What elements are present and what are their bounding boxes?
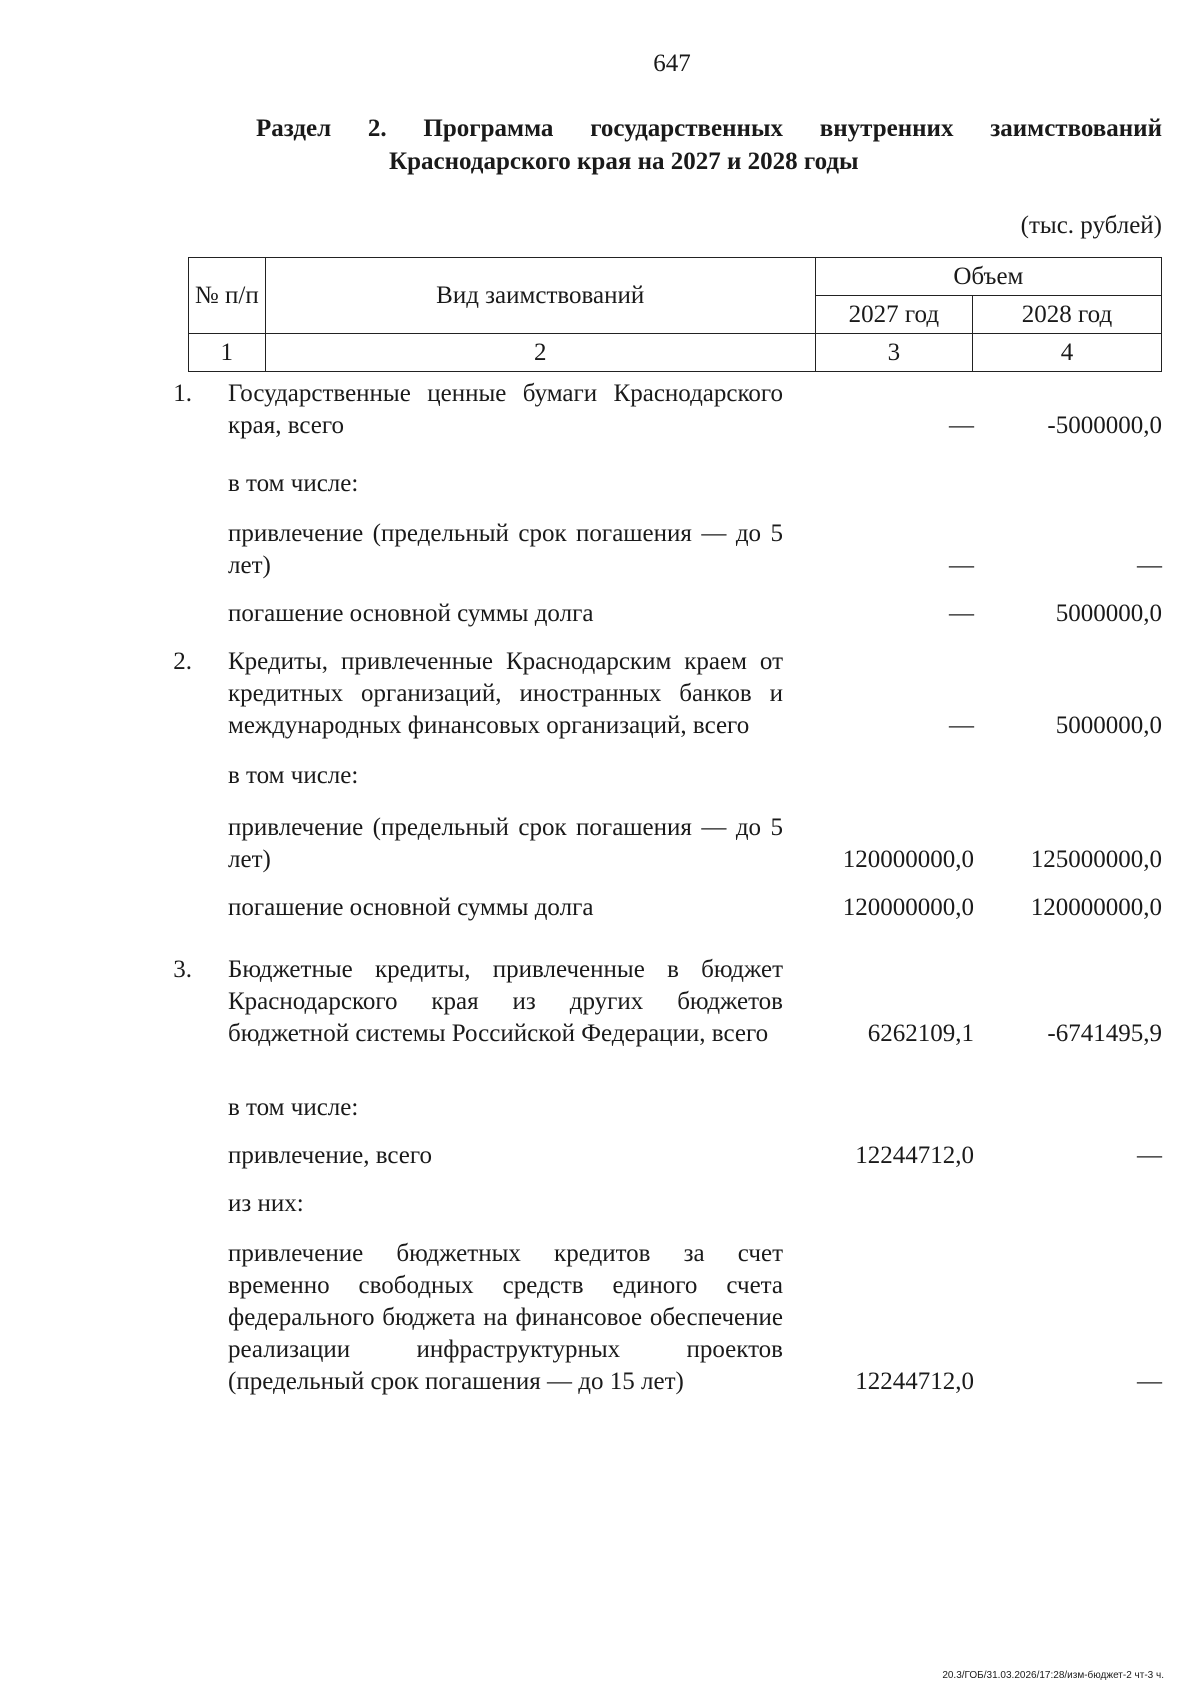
header-year-2028: 2028 год	[972, 296, 1161, 334]
value-2028: -5000000,0	[1047, 412, 1162, 439]
table-row	[0, 378, 1200, 442]
row-description: погашение основной суммы долга	[228, 894, 594, 921]
col-number-3: 3	[815, 334, 972, 372]
value-2028: 120000000,0	[1030, 894, 1162, 921]
row-number	[0, 1140, 228, 1172]
table-header	[188, 257, 1162, 372]
table-row	[0, 468, 1200, 500]
row-number	[0, 1092, 228, 1124]
value-2028: 125000000,0	[1030, 846, 1162, 873]
row-description: в том числе:	[228, 1094, 359, 1121]
table-row	[0, 1092, 1200, 1124]
col-number-4: 4	[972, 334, 1161, 372]
row-description: из них:	[228, 1190, 304, 1217]
page-number: 647	[653, 50, 691, 77]
value-2027: —	[949, 600, 974, 627]
row-description: привлечение (предельный срок погашения — до 5 лет)	[228, 814, 783, 873]
value-2028: -6741495,9	[1047, 1020, 1162, 1047]
value-2027: —	[949, 712, 974, 739]
col-number-2: 2	[265, 334, 815, 372]
table-row	[0, 1140, 1200, 1172]
value-2027: 12244712,0	[855, 1368, 974, 1395]
row-number: 1.	[173, 380, 192, 407]
header-kind: Вид заимствований	[265, 258, 815, 334]
value-2027: 120000000,0	[842, 846, 974, 873]
value-2027: —	[949, 552, 974, 579]
value-2028: —	[1137, 1368, 1162, 1395]
table-row	[0, 646, 1200, 742]
table-row	[0, 518, 1200, 582]
value-2027: 6262109,1	[867, 1020, 974, 1047]
section-title-line-2: Краснодарского края на 2027 и 2028 годы	[389, 148, 859, 175]
row-description: привлечение, всего	[228, 1142, 432, 1169]
row-number: 2.	[173, 648, 192, 675]
table-row	[0, 812, 1200, 876]
table-row	[0, 892, 1200, 924]
value-2027: 12244712,0	[855, 1142, 974, 1169]
value-2028: 5000000,0	[1055, 712, 1162, 739]
value-2027: 120000000,0	[842, 894, 974, 921]
row-number	[0, 518, 228, 582]
row-number	[0, 468, 228, 500]
header-volume: Объем	[815, 258, 1161, 296]
row-number	[0, 812, 228, 876]
row-number	[0, 1188, 228, 1220]
table-row	[0, 954, 1200, 1050]
table-row	[0, 1238, 1200, 1398]
row-description: Государственные ценные бумаги Краснодарского края, всего	[228, 380, 783, 439]
table-row	[0, 598, 1200, 630]
section-title-line-1: Раздел 2. Программа государственных внутренних заимствований	[256, 115, 1162, 142]
table-row	[0, 1188, 1200, 1220]
row-number	[0, 598, 228, 630]
value-2027: —	[949, 412, 974, 439]
section-title	[256, 112, 1162, 178]
units-label: (тыс. рублей)	[1020, 212, 1162, 239]
header-num: № п/п	[189, 258, 266, 334]
row-description: погашение основной суммы долга	[228, 600, 594, 627]
row-number	[0, 760, 228, 792]
value-2028: —	[1137, 552, 1162, 579]
row-description: Бюджетные кредиты, привлеченные в бюджет Краснодарского края из других бюджетов бюджетной системы Российской Федерации, всего	[228, 956, 783, 1047]
row-number	[0, 892, 228, 924]
row-description: Кредиты, привлеченные Краснодарским краем от кредитных организаций, иностранных банков и международных финансовых организаций, всего	[228, 648, 783, 739]
row-description: в том числе:	[228, 762, 359, 789]
col-number-1: 1	[189, 334, 266, 372]
row-description: в том числе:	[228, 470, 359, 497]
value-2028: 5000000,0	[1055, 600, 1162, 627]
header-year-2027: 2027 год	[815, 296, 972, 334]
table-body	[0, 378, 1200, 1398]
table-row	[0, 760, 1200, 792]
row-number	[0, 1238, 228, 1398]
row-number: 3.	[173, 956, 192, 983]
row-description: привлечение бюджетных кредитов за счет временно свободных средств единого счета федерального бюджета на финансовое обеспечение реализации инфраструктурных проектов (предельный срок погашения — до 15 лет)	[228, 1240, 783, 1395]
document-footer-code: 20.3/ГОБ/31.03.2026/17:28/изм-бюджет-2 чт-3 ч.	[942, 1670, 1164, 1681]
value-2028: —	[1137, 1142, 1162, 1169]
row-description: привлечение (предельный срок погашения — до 5 лет)	[228, 520, 783, 579]
